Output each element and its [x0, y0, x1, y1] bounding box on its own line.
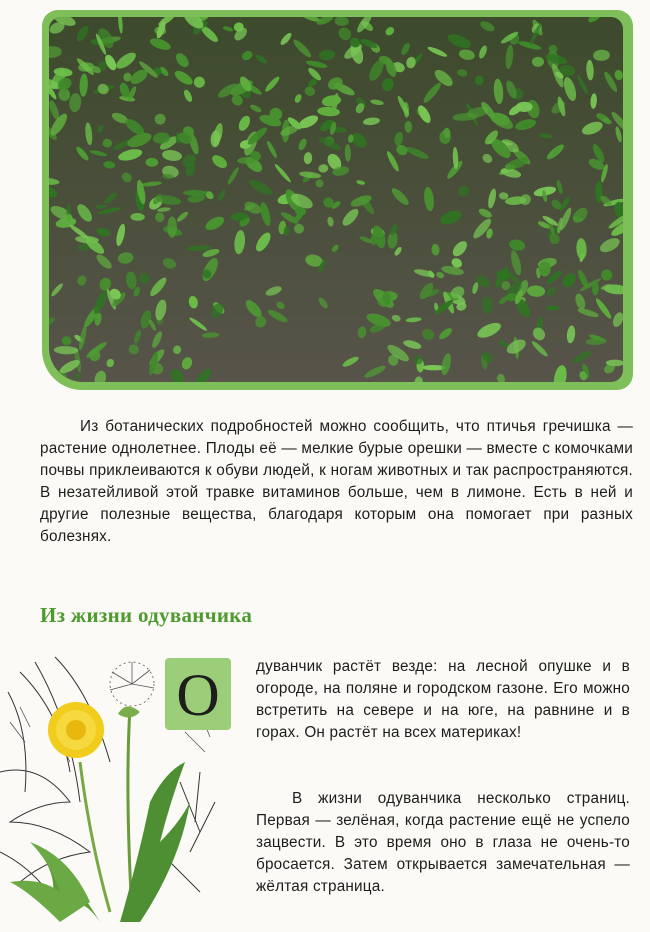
paragraph-dandelion-pages: В жизни одуванчика несколько страниц. Первая — зелёная, когда растение ещё не успело зацвести. В это время оно в глаза не очень-то бросается. Затем открывается замечательная — жёлтая страница. [256, 790, 630, 895]
drop-cap-box [165, 658, 231, 730]
drop-cap-letter: О [176, 662, 220, 728]
section-title: Из жизни одуванчика [40, 603, 253, 627]
buckwheat-plants-photo [49, 17, 623, 382]
leaf-texture [167, 216, 177, 237]
paragraph-knotweed: Из ботанических подробностей можно сообщить, что птичья гречишка — растение однолетнее. Плоды её — мелкие бурые орешки — вместе с комочками почвы приклеиваются к обуви людей, к ногам животных и так распространяются. В незатейливой этой травке витаминов больше, чем в лимоне. Есть в ней и другие полезные вещества, благодаря которым она помогает при разных болезнях. [40, 418, 633, 545]
paragraph-dandelion-intro: дуванчик растёт везде: на лесной опушке и в огороде, на поляне и городском газоне. Его можно встретить на севере и на юге, на равнине и в горах. Он растёт на всех материках! [256, 658, 630, 741]
leaf-texture [183, 190, 207, 195]
photo-frame [42, 10, 633, 390]
